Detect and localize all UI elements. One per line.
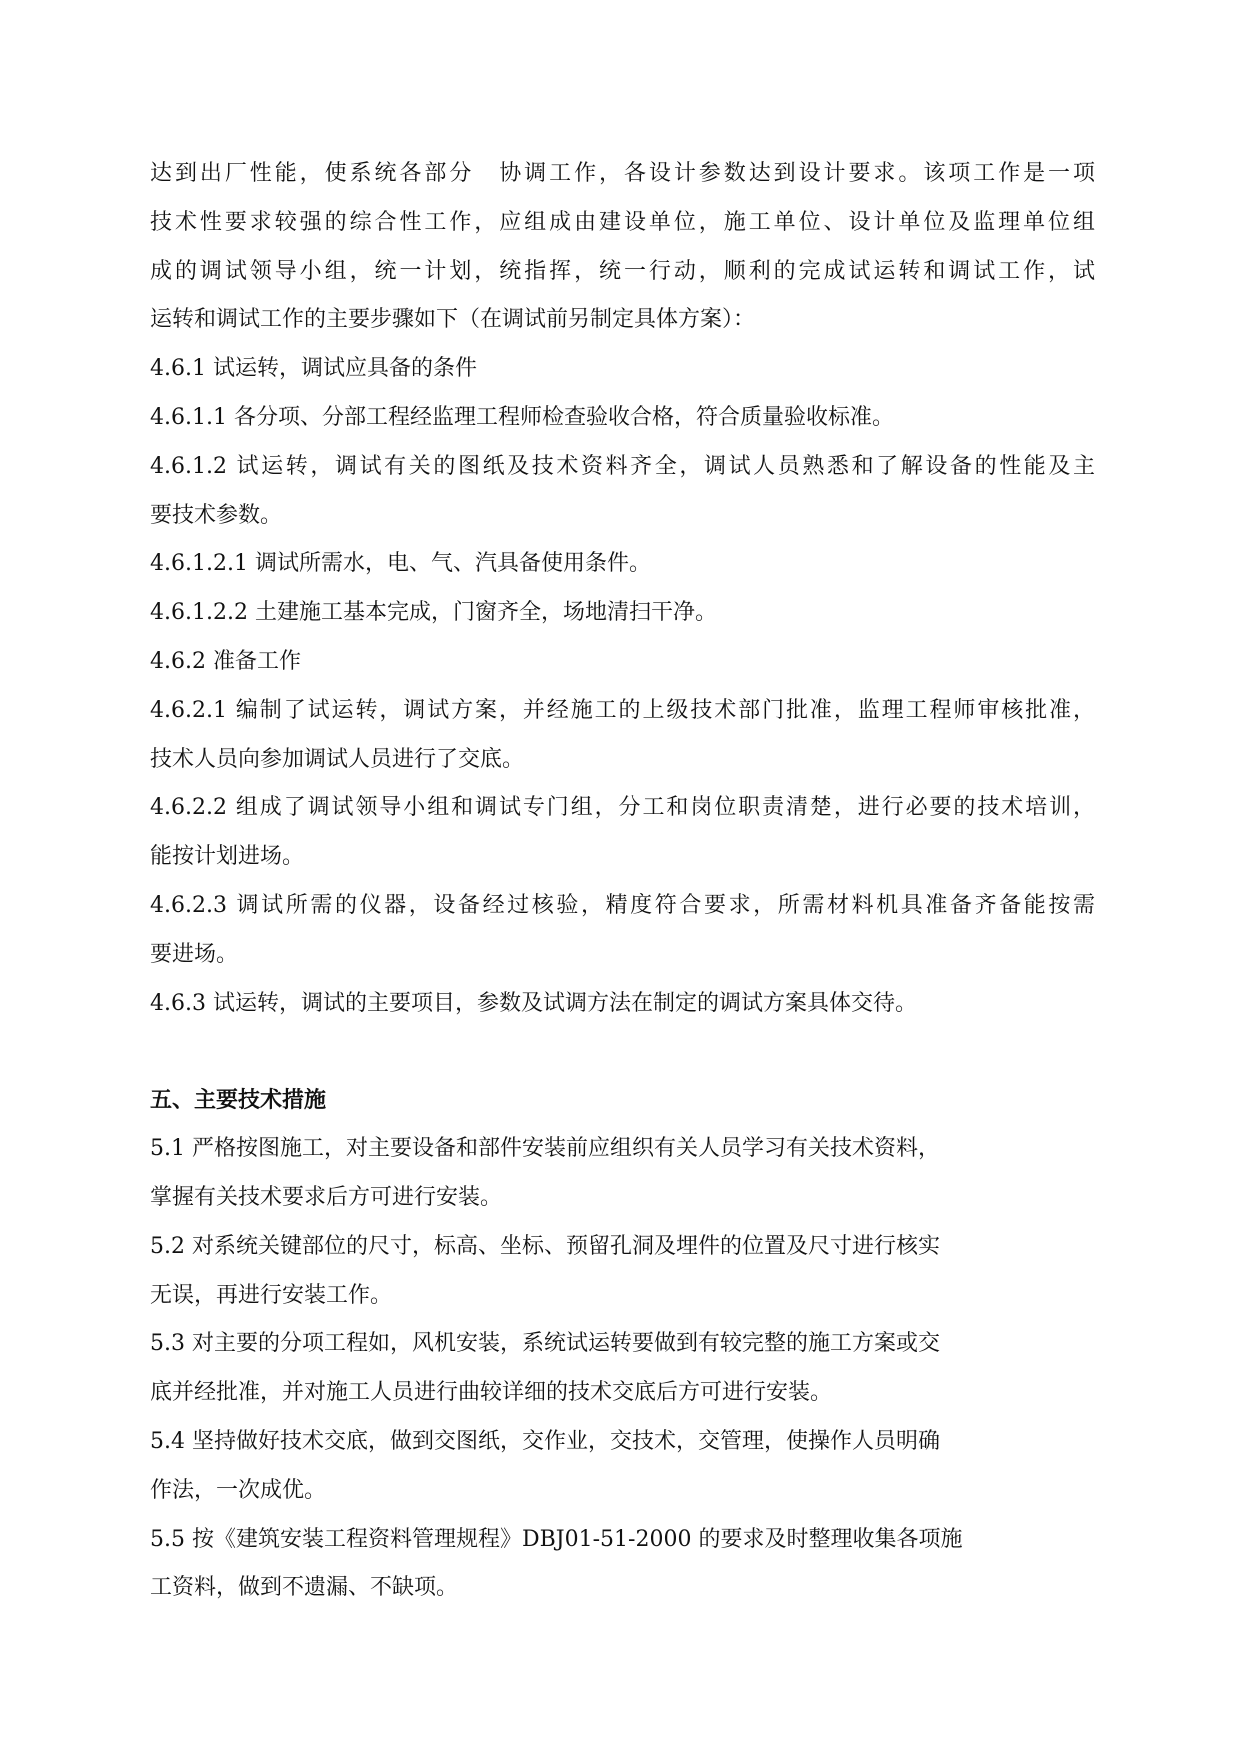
clause-4-6-1-2-2: 4.6.1.2.2 土建施工基本完成，门窗齐全，场地清扫干净。 xyxy=(150,600,717,626)
clause-5-5: 5.5 按《建筑安装工程资料管理规程》DBJ01-51-2000 的要求及时整理收集各项施 xyxy=(150,1526,963,1552)
clause-5-1-cont: 掌握有关技术要求后方可进行安装。 xyxy=(150,1184,503,1210)
clause-4-6-2-1: 4.6.2.1 编制了试运转，调试方案，并经施工的上级技术部门批准，监理工程师审核批准， xyxy=(150,697,1095,723)
intro-line: 运转和调试工作的主要步骤如下（在调试前另制定具体方案）： xyxy=(150,307,756,333)
document-body xyxy=(150,150,1095,1613)
clause-5-3: 5.3 对主要的分项工程如，风机安装，系统试运转要做到有较完整的施工方案或交 xyxy=(150,1331,940,1357)
section-5-heading: 五、主要技术措施 xyxy=(150,1087,327,1114)
clause-4-6-3: 4.6.3 试运转，调试的主要项目，参数及试调方法在制定的调试方案具体交待。 xyxy=(150,990,917,1016)
clause-4-6-1-2: 4.6.1.2 试运转，调试有关的图纸及技术资料齐全，调试人员熟悉和了解设备的性能及主 xyxy=(150,453,1095,479)
clause-4-6-1-2-cont: 要技术参数。 xyxy=(150,502,283,528)
intro-line: 成的调试领导小组，统一计划，统指挥，统一行动，顺利的完成试运转和调试工作，试 xyxy=(150,258,1095,284)
clause-4-6-2: 4.6.2 准备工作 xyxy=(150,648,301,674)
clause-4-6-1-1: 4.6.1.1 各分项、分部工程经监理工程师检查验收合格，符合质量验收标准。 xyxy=(150,404,894,430)
clause-5-1: 5.1 严格按图施工，对主要设备和部件安装前应组织有关人员学习有关技术资料， xyxy=(150,1136,940,1162)
clause-5-4-cont: 作法，一次成优。 xyxy=(150,1477,327,1503)
clause-5-2-cont: 无误，再进行安装工作。 xyxy=(150,1282,393,1308)
clause-4-6-1: 4.6.1 试运转，调试应具备的条件 xyxy=(150,356,477,382)
clause-4-6-1-2-1: 4.6.1.2.1 调试所需水，电、气、汽具备使用条件。 xyxy=(150,551,651,577)
clause-4-6-2-3-cont: 要进场。 xyxy=(150,941,239,967)
clause-4-6-2-2: 4.6.2.2 组成了调试领导小组和调试专门组，分工和岗位职责清楚，进行必要的技术培训， xyxy=(150,795,1095,821)
clause-4-6-2-3: 4.6.2.3 调试所需的仪器，设备经过核验，精度符合要求，所需材料机具准备齐备能按需 xyxy=(150,892,1095,918)
clause-5-5-cont: 工资料，做到不遗漏、不缺项。 xyxy=(150,1575,459,1601)
clause-5-3-cont: 底并经批准，并对施工人员进行曲较详细的技术交底后方可进行安装。 xyxy=(150,1380,833,1406)
intro-line: 技术性要求较强的综合性工作，应组成由建设单位，施工单位、设计单位及监理单位组 xyxy=(150,209,1095,235)
clause-5-2: 5.2 对系统关键部位的尺寸，标高、坐标、预留孔洞及埋件的位置及尺寸进行核实 xyxy=(150,1233,940,1259)
clause-5-4: 5.4 坚持做好技术交底，做到交图纸，交作业，交技术，交管理，使操作人员明确 xyxy=(150,1428,940,1454)
clause-4-6-2-2-cont: 能按计划进场。 xyxy=(150,844,305,870)
clause-4-6-2-1-cont: 技术人员向参加调试人员进行了交底。 xyxy=(150,746,525,772)
intro-line: 达到出厂性能，使系统各部分 协调工作，各设计参数达到设计要求。该项工作是一项 xyxy=(150,161,1095,186)
